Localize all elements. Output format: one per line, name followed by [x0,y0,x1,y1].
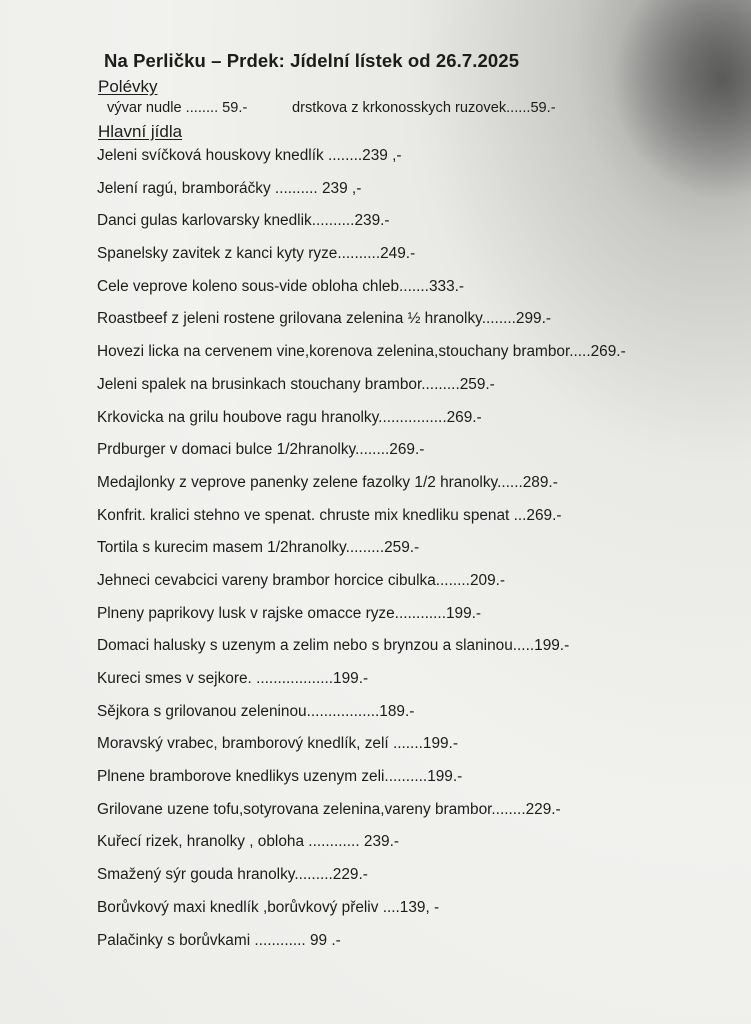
section-heading-soups: Polévky [98,77,158,96]
menu-title: Na Perličku – Prdek: Jídelní lístek od 26.7.2025 [104,50,520,71]
menu-item: Grilovane uzene tofu,sotyrovana zelenina,vareny brambor........229.- [97,800,561,818]
menu-item: Jeleni svíčková houskovy knedlík ........239 ,- [97,147,402,164]
menu-item: Jelení ragú, bramboráčky .......... 239 ,- [97,179,362,197]
menu-item: Prdburger v domaci bulce 1/2hranolky........269.- [97,441,425,459]
menu-item: Tortila s kurecim masem 1/2hranolky.........259.- [97,539,420,557]
soup-item: vývar nudle ........ 59.- [107,100,248,116]
menu-item: Sějkora s grilovanou zeleninou.................189.- [97,702,415,720]
menu-item: Jehneci cevabcici vareny brambor horcice cibulka........209.- [97,571,506,589]
menu-item: Kuřecí rizek, hranolky , obloha ............ 239.- [97,833,399,851]
menu-item: Domaci halusky s uzenym a zelim nebo s brynzou a slaninou.....199.- [97,637,570,655]
menu-item: Jeleni spalek na brusinkach stouchany brambor.........259.- [97,375,495,393]
section-heading-mains: Hlavní jídla [98,122,183,141]
menu-item: Plnene bramborove knedlikys uzenym zeli..........199.- [97,768,463,786]
menu-item: Spanelsky zavitek z kanci kyty ryze..........249.- [97,245,416,263]
menu-item: Cele veprove koleno sous-vide obloha chleb.......333.- [97,277,465,295]
photo-shadow [611,0,751,200]
soup-item: drstkova z krkonosskych ruzovek......59.- [292,100,556,116]
menu-item: Smažený sýr gouda hranolky.........229.- [97,866,368,884]
menu-item: Moravský vrabec, bramborový knedlík, zelí .......199.- [97,735,458,753]
menu-item: Hovezi licka na cervenem vine,korenova zelenina,stouchany brambor.....269.- [97,343,626,361]
menu-item: Plneny paprikovy lusk v rajske omacce ryze............199.- [97,604,482,622]
menu-item: Palačinky s borůvkami ............ 99 .- [97,931,341,949]
menu-item: Kureci smes v sejkore. ..................199.- [97,670,369,687]
menu-item: Krkovicka na grilu houbove ragu hranolky................269.- [97,408,482,426]
menu-item: Konfrit. kralici stehno ve spenat. chruste mix knedliku spenat ...269.- [97,506,562,524]
menu-item: Danci gulas karlovarsky knedlik..........239.- [97,212,390,230]
mains-list [97,146,626,963]
menu-item: Medajlonky z veprove panenky zelene fazolky 1/2 hranolky......289.- [97,473,558,491]
menu-item: Borůvkový maxi knedlík ,borůvkový přeliv ....139, - [97,898,440,916]
menu-item: Roastbeef z jeleni rostene grilovana zelenina ½ hranolky........299.- [97,310,552,328]
